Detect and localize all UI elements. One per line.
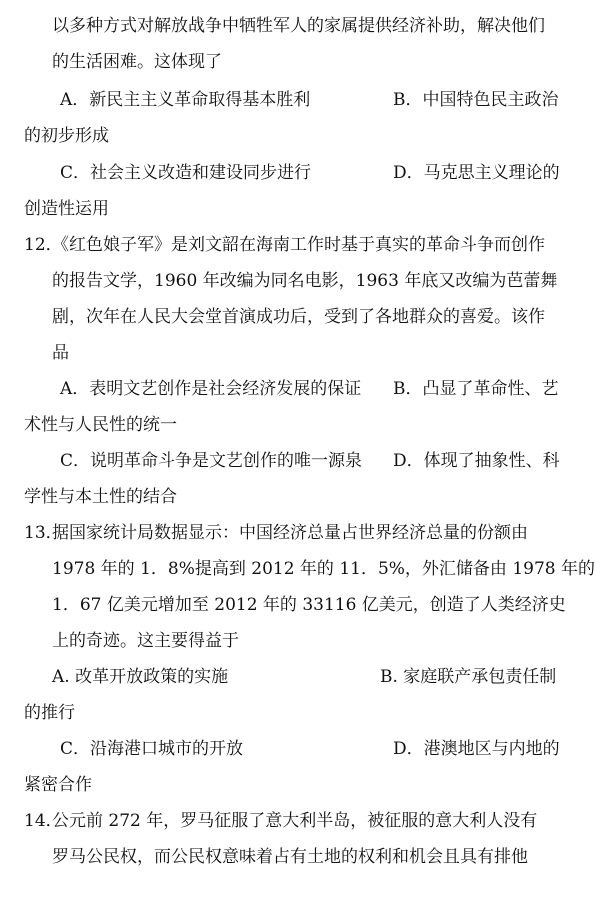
q13-option-row-ab [0,659,596,695]
q11-option-a[interactable]: A．新民主主义革命取得基本胜利 [60,90,311,110]
q11-stem-line-1: 以多种方式对解放战争中牺牲军人的家属提供经济补助，解决他们 [52,16,545,36]
q11-option-d-continued: 创造性运用 [24,199,109,219]
q11-option-b-continued: 的初步形成 [24,126,109,146]
q14-stem-line-1 [0,803,596,839]
q11-option-c[interactable]: C．社会主义改造和建设同步进行 [60,163,312,183]
q12-stem-line-4: 品 [52,343,69,363]
q13-stem-text-1: 据国家统计局数据显示：中国经济总量占世界经济总量的份额由 [52,523,528,543]
q12-option-b[interactable]: B．凸显了革命性、艺 [393,379,559,399]
q12-stem-line-1 [0,227,596,263]
q11-option-row-ab [0,82,596,118]
q12-stem-line-2: 的报告文学，1960 年改编为同名电影，1963 年底又改编为芭蕾舞 [52,271,558,291]
q12-option-a[interactable]: A．表明文艺创作是社会经济发展的保证 [60,379,362,399]
q13-option-b[interactable]: B. 家庭联产承包责任制 [380,667,557,687]
q12-stem-text-1: 《红色娘子军》是刘文韶在海南工作时基于真实的革命斗争而创作 [52,235,545,255]
q13-option-d[interactable]: D．港澳地区与内地的 [393,739,560,759]
q12-option-row-cd [0,443,596,479]
q13-stem-line-4: 上的奇迹。这主要得益于 [52,631,239,651]
q11-option-d[interactable]: D．马克思主义理论的 [393,163,560,183]
q12-option-c[interactable]: C．说明革命斗争是文艺创作的唯一源泉 [60,451,363,471]
q11-stem-line-2: 的生活困难。这体现了 [52,52,222,72]
q13-option-d-continued: 紧密合作 [24,775,92,795]
q13-option-a[interactable]: A. 改革开放政策的实施 [52,667,229,687]
q14-number: 14． [24,811,63,831]
q12-option-row-ab [0,371,596,407]
q13-stem-line-3: 1．67 亿美元增加至 2012 年的 33116 亿美元，创造了人类经济史 [52,595,566,615]
q13-number: 13． [24,523,63,543]
q13-stem-line-1 [0,515,596,551]
q13-option-row-cd [0,731,596,767]
q11-option-b[interactable]: B．中国特色民主政治 [393,90,559,110]
q12-option-d-continued: 学性与本土性的结合 [24,487,177,507]
q12-stem-line-3: 剧，次年在人民大会堂首演成功后，受到了各地群众的喜爱。该作 [52,307,545,327]
q12-option-d[interactable]: D．体现了抽象性、科 [393,451,560,471]
q13-option-b-continued: 的推行 [24,703,75,723]
q12-number: 12． [24,235,63,255]
q11-option-row-cd [0,155,596,191]
q12-option-b-continued: 术性与人民性的统一 [24,415,177,435]
q14-stem-text-1: 公元前 272 年，罗马征服了意大利半岛，被征服的意大利人没有 [52,811,538,831]
q13-stem-line-2: 1978 年的 1．8%提高到 2012 年的 11．5%，外汇储备由 1978 年的 [52,559,596,579]
q14-stem-line-2: 罗马公民权，而公民权意味着占有土地的权利和机会且具有排他 [52,847,528,867]
q13-option-c[interactable]: C．沿海港口城市的开放 [60,739,244,759]
